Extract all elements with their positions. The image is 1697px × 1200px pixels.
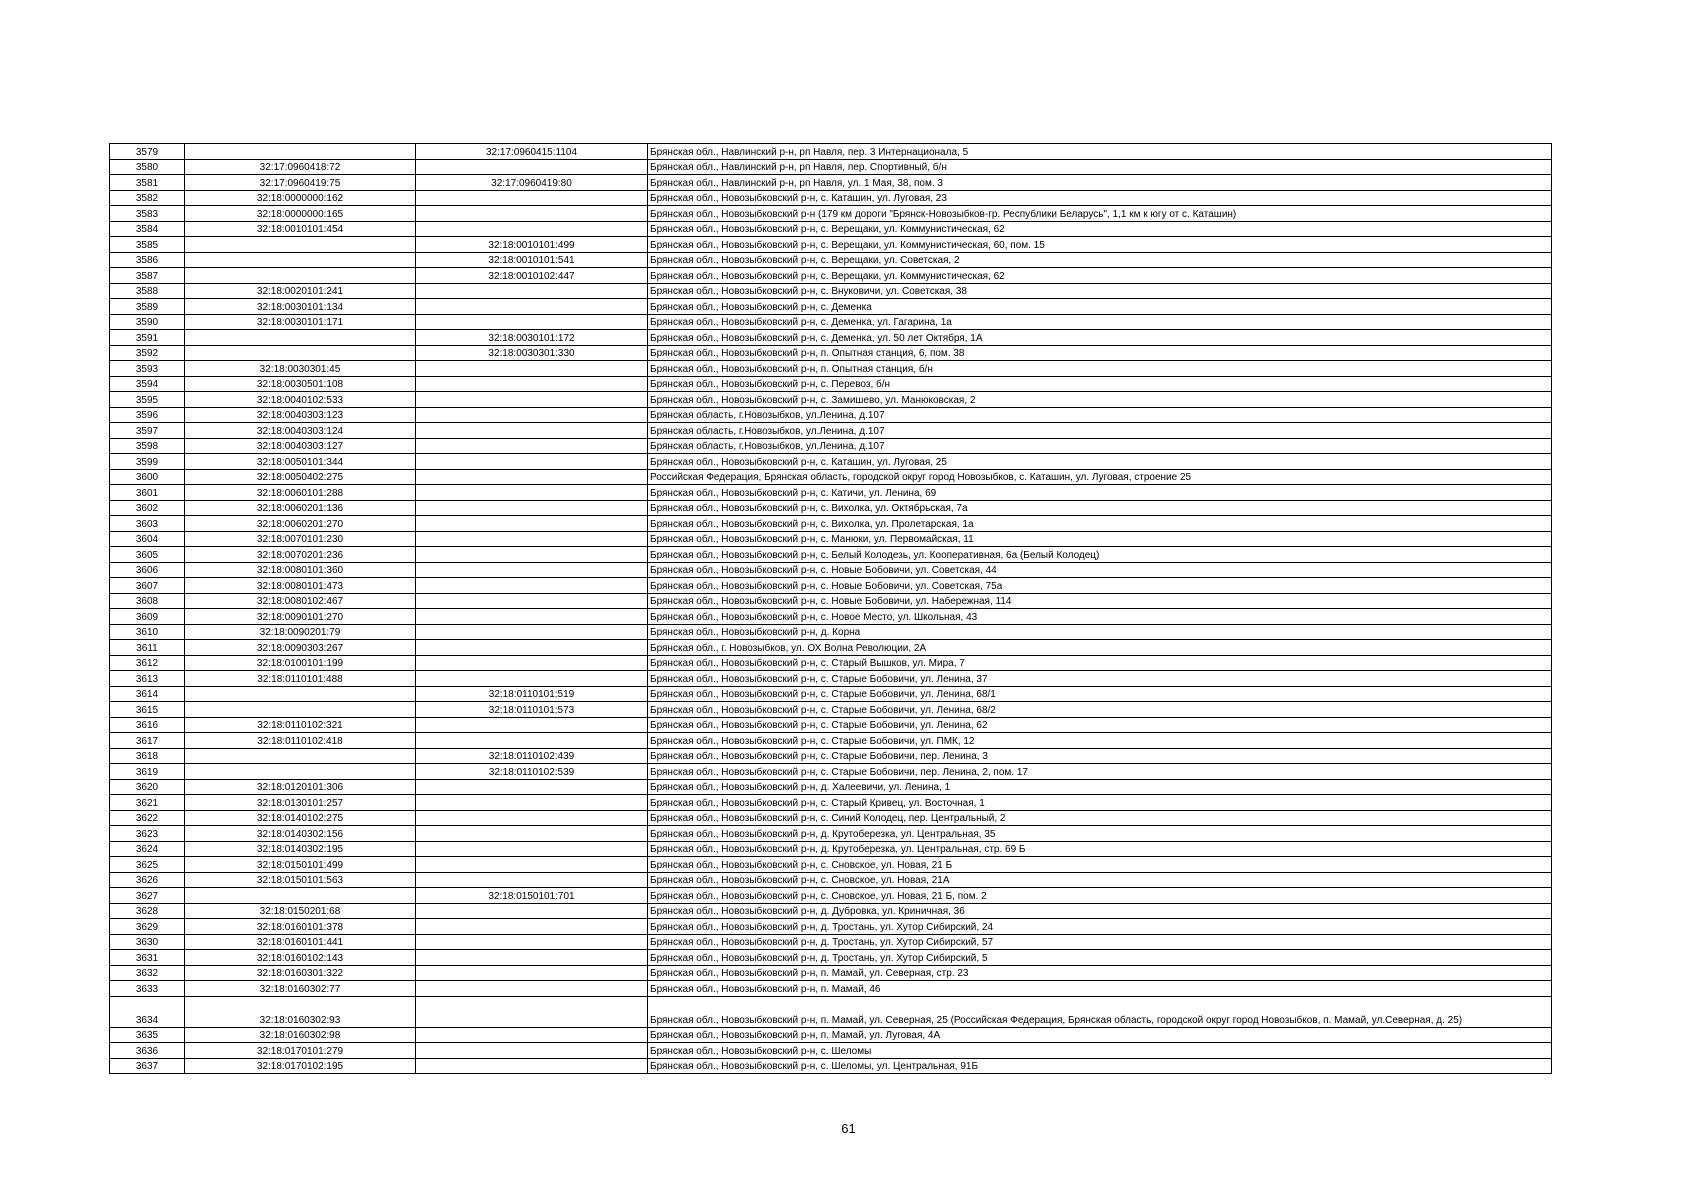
- row-number-cell: 3628: [110, 903, 185, 919]
- row-number-cell: 3584: [110, 221, 185, 237]
- row-number-cell: 3616: [110, 717, 185, 733]
- object-cadastral-number-cell: 32:18:0030101:172: [416, 330, 648, 346]
- table-row: [110, 330, 1552, 346]
- object-cadastral-number-cell: [416, 779, 648, 795]
- cadastral-number-cell: [185, 345, 416, 361]
- address-cell: Брянская обл., Новозыбковский р-н, с. Сновское, ул. Новая, 21А: [648, 872, 1552, 888]
- row-number-cell: 3614: [110, 686, 185, 702]
- table-row: [110, 826, 1552, 842]
- address-cell: Брянская обл., Новозыбковский р-н, с. Вихолка, ул. Пролетарская, 1а: [648, 516, 1552, 532]
- object-cadastral-number-cell: [416, 950, 648, 966]
- row-number-cell: 3609: [110, 609, 185, 625]
- table-row: [110, 361, 1552, 377]
- row-number-cell: 3583: [110, 206, 185, 222]
- object-cadastral-number-cell: [416, 872, 648, 888]
- row-number-cell: 3589: [110, 299, 185, 315]
- table-row: [110, 671, 1552, 687]
- cadastral-number-cell: 32:18:0160102:143: [185, 950, 416, 966]
- address-cell: Брянская обл., Новозыбковский р-н (179 км дороги "Брянск-Новозыбков-гр. Республики Беларусь", 1,1 км к югу от с. Каташин): [648, 206, 1552, 222]
- table-row: [110, 903, 1552, 919]
- object-cadastral-number-cell: [416, 655, 648, 671]
- address-cell: Брянская обл., Новозыбковский р-н, с. Шеломы, ул. Центральная, 91Б: [648, 1058, 1552, 1074]
- row-number-cell: 3610: [110, 624, 185, 640]
- table-row: [110, 159, 1552, 175]
- row-number-cell: 3627: [110, 888, 185, 904]
- object-cadastral-number-cell: [416, 516, 648, 532]
- object-cadastral-number-cell: [416, 593, 648, 609]
- table-row: [110, 345, 1552, 361]
- cadastral-number-cell: 32:18:0080101:473: [185, 578, 416, 594]
- row-number-cell: 3618: [110, 748, 185, 764]
- cadastral-number-cell: 32:17:0960418:72: [185, 159, 416, 175]
- address-cell: Брянская обл., Новозыбковский р-н, с. Сновское, ул. Новая, 21 Б: [648, 857, 1552, 873]
- object-cadastral-number-cell: [416, 469, 648, 485]
- table-row: [110, 190, 1552, 206]
- address-cell: Брянская обл., Новозыбковский р-н, с. Новые Бобовичи, ул. Советская, 44: [648, 562, 1552, 578]
- object-cadastral-number-cell: [416, 795, 648, 811]
- row-number-cell: 3591: [110, 330, 185, 346]
- table-row: [110, 981, 1552, 997]
- table-row: [110, 640, 1552, 656]
- row-number-cell: 3626: [110, 872, 185, 888]
- table-row: [110, 376, 1552, 392]
- address-cell: Брянская обл., Новозыбковский р-н, с. Старые Бобовичи, ул. Ленина, 68/1: [648, 686, 1552, 702]
- address-cell: Брянская обл., Новозыбковский р-н, с. Белый Колодезь, ул. Кооперативная, 6а (Белый Колодец): [648, 547, 1552, 563]
- object-cadastral-number-cell: [416, 562, 648, 578]
- cadastral-number-cell: 32:18:0030301:45: [185, 361, 416, 377]
- object-cadastral-number-cell: [416, 996, 648, 1027]
- cadastral-number-cell: 32:18:0040102:533: [185, 392, 416, 408]
- cadastral-number-cell: 32:18:0030101:171: [185, 314, 416, 330]
- object-cadastral-number-cell: [416, 609, 648, 625]
- address-cell: Брянская обл., Новозыбковский р-н, п. Опытная станция, б/н: [648, 361, 1552, 377]
- cadastral-number-cell: 32:18:0120101:306: [185, 779, 416, 795]
- cadastral-number-cell: 32:18:0170102:195: [185, 1058, 416, 1074]
- row-number-cell: 3604: [110, 531, 185, 547]
- address-cell: Брянская обл., Новозыбковский р-н, с. Сновское, ул. Новая, 21 Б, пом. 2: [648, 888, 1552, 904]
- table-row: [110, 175, 1552, 191]
- cadastral-number-cell: [185, 268, 416, 284]
- row-number-cell: 3622: [110, 810, 185, 826]
- address-cell: Брянская обл., Новозыбковский р-н, с. Старые Бобовичи, пер. Ленина, 2, пом. 17: [648, 764, 1552, 780]
- row-number-cell: 3581: [110, 175, 185, 191]
- cadastral-number-cell: 32:18:0090303:267: [185, 640, 416, 656]
- table-row: [110, 593, 1552, 609]
- address-cell: Брянская обл., Новозыбковский р-н, д. Тростань, ул. Хутор Сибирский, 5: [648, 950, 1552, 966]
- address-cell: Брянская обл., Новозыбковский р-н, с. Верещаки, ул. Советская, 2: [648, 252, 1552, 268]
- cadastral-number-cell: 32:18:0060101:288: [185, 485, 416, 501]
- object-cadastral-number-cell: [416, 1058, 648, 1074]
- cadastral-number-cell: 32:18:0070201:236: [185, 547, 416, 563]
- address-cell: Брянская обл., Новозыбковский р-н, с. Старый Вышков, ул. Мира, 7: [648, 655, 1552, 671]
- object-cadastral-number-cell: [416, 531, 648, 547]
- object-cadastral-number-cell: [416, 624, 648, 640]
- address-cell: Брянская область, г.Новозыбков, ул.Ленина, д.107: [648, 407, 1552, 423]
- cadastral-number-cell: 32:18:0160101:441: [185, 934, 416, 950]
- address-cell: Брянская обл., Новозыбковский р-н, с. Катичи, ул. Ленина, 69: [648, 485, 1552, 501]
- cadastral-number-cell: 32:18:0030101:134: [185, 299, 416, 315]
- table-row: [110, 733, 1552, 749]
- object-cadastral-number-cell: [416, 841, 648, 857]
- table-row: [110, 841, 1552, 857]
- cadastral-number-cell: 32:18:0160101:378: [185, 919, 416, 935]
- object-cadastral-number-cell: [416, 190, 648, 206]
- row-number-cell: 3630: [110, 934, 185, 950]
- address-cell: Брянская обл., Новозыбковский р-н, с. Синий Колодец, пер. Центральный, 2: [648, 810, 1552, 826]
- object-cadastral-number-cell: [416, 314, 648, 330]
- object-cadastral-number-cell: [416, 1043, 648, 1059]
- row-number-cell: 3587: [110, 268, 185, 284]
- object-cadastral-number-cell: 32:18:0010102:447: [416, 268, 648, 284]
- object-cadastral-number-cell: 32:18:0110102:439: [416, 748, 648, 764]
- row-number-cell: 3600: [110, 469, 185, 485]
- table-row: [110, 423, 1552, 439]
- table-row: [110, 857, 1552, 873]
- cadastral-number-cell: 32:18:0040303:123: [185, 407, 416, 423]
- cadastral-number-cell: 32:18:0160302:77: [185, 981, 416, 997]
- object-cadastral-number-cell: [416, 206, 648, 222]
- cadastral-number-cell: 32:18:0060201:136: [185, 500, 416, 516]
- address-cell: Брянская обл., Новозыбковский р-н, с. Внуковичи, ул. Советская, 38: [648, 283, 1552, 299]
- address-cell: Брянская обл., Новозыбковский р-н, п. Мамай, ул. Луговая, 4А: [648, 1027, 1552, 1043]
- table-row: [110, 1043, 1552, 1059]
- cadastral-number-cell: [185, 764, 416, 780]
- object-cadastral-number-cell: 32:18:0110102:539: [416, 764, 648, 780]
- table-row: [110, 206, 1552, 222]
- table-row: [110, 950, 1552, 966]
- object-cadastral-number-cell: [416, 981, 648, 997]
- row-number-cell: 3613: [110, 671, 185, 687]
- table-row: [110, 299, 1552, 315]
- row-number-cell: 3599: [110, 454, 185, 470]
- cadastral-number-cell: 32:18:0110101:488: [185, 671, 416, 687]
- address-cell: Брянская обл., Новозыбковский р-н, д. Халеевичи, ул. Ленина, 1: [648, 779, 1552, 795]
- object-cadastral-number-cell: [416, 717, 648, 733]
- row-number-cell: 3620: [110, 779, 185, 795]
- object-cadastral-number-cell: 32:18:0010101:499: [416, 237, 648, 253]
- table-row: [110, 407, 1552, 423]
- address-cell: Брянская обл., Новозыбковский р-н, с. Перевоз, б/н: [648, 376, 1552, 392]
- row-number-cell: 3588: [110, 283, 185, 299]
- address-cell: Брянская обл., Новозыбковский р-н, д. Крутоберезка, ул. Центральная, 35: [648, 826, 1552, 842]
- object-cadastral-number-cell: [416, 283, 648, 299]
- cadastral-number-cell: 32:18:0080101:360: [185, 562, 416, 578]
- cadastral-number-cell: 32:18:0150201:68: [185, 903, 416, 919]
- address-cell: Брянская обл., Новозыбковский р-н, с. Новые Бобовичи, ул. Советская, 75а: [648, 578, 1552, 594]
- object-cadastral-number-cell: [416, 299, 648, 315]
- address-cell: Брянская обл., Новозыбковский р-н, п. Опытная станция, 6, пом. 38: [648, 345, 1552, 361]
- object-cadastral-number-cell: [416, 919, 648, 935]
- row-number-cell: 3635: [110, 1027, 185, 1043]
- cadastral-number-cell: [185, 748, 416, 764]
- cadastral-number-cell: 32:18:0090201:79: [185, 624, 416, 640]
- address-cell: Брянская область, г.Новозыбков, ул.Ленина, д.107: [648, 423, 1552, 439]
- row-number-cell: 3631: [110, 950, 185, 966]
- row-number-cell: 3593: [110, 361, 185, 377]
- cadastral-number-cell: [185, 252, 416, 268]
- row-number-cell: 3601: [110, 485, 185, 501]
- object-cadastral-number-cell: 32:18:0010101:541: [416, 252, 648, 268]
- table-row: [110, 516, 1552, 532]
- table-row: [110, 237, 1552, 253]
- address-cell: Брянская обл., Новозыбковский р-н, с. Вихолка, ул. Октябрьская, 7а: [648, 500, 1552, 516]
- table-row: [110, 485, 1552, 501]
- row-number-cell: 3608: [110, 593, 185, 609]
- address-cell: Брянская обл., Новозыбковский р-н, с. Старые Бобовичи, ул. Ленина, 62: [648, 717, 1552, 733]
- object-cadastral-number-cell: [416, 733, 648, 749]
- address-cell: Брянская обл., Новозыбковский р-н, с. Старый Кривец, ул. Восточная, 1: [648, 795, 1552, 811]
- cadastral-number-cell: 32:18:0070101:230: [185, 531, 416, 547]
- row-number-cell: 3579: [110, 144, 185, 160]
- address-cell: Брянская обл., Новозыбковский р-н, с. Деменка, ул. 50 лет Октября, 1А: [648, 330, 1552, 346]
- table-row: [110, 438, 1552, 454]
- table-row: [110, 686, 1552, 702]
- table-row: [110, 996, 1552, 1027]
- object-cadastral-number-cell: [416, 438, 648, 454]
- address-cell: Российская Федерация, Брянская область, городской округ город Новозыбков, с. Каташин, ул. Луговая, строение 25: [648, 469, 1552, 485]
- address-cell: Брянская обл., Новозыбковский р-н, с. Каташин, ул. Луговая, 23: [648, 190, 1552, 206]
- table-row: [110, 702, 1552, 718]
- address-cell: Брянская обл., Новозыбковский р-н, д. Крутоберезка, ул. Центральная, стр. 69 Б: [648, 841, 1552, 857]
- table-row: [110, 965, 1552, 981]
- cadastral-number-cell: 32:18:0030501:108: [185, 376, 416, 392]
- address-cell: Брянская область, г.Новозыбков, ул.Ленина, д.107: [648, 438, 1552, 454]
- cadastral-number-cell: 32:18:0140302:195: [185, 841, 416, 857]
- table-row: [110, 748, 1552, 764]
- address-cell: Брянская обл., Новозыбковский р-н, с. Старые Бобовичи, ул. Ленина, 37: [648, 671, 1552, 687]
- cadastral-number-cell: 32:18:0040303:127: [185, 438, 416, 454]
- table-row: [110, 547, 1552, 563]
- cadastral-number-cell: 32:18:0150101:563: [185, 872, 416, 888]
- table-row: [110, 454, 1552, 470]
- row-number-cell: 3595: [110, 392, 185, 408]
- row-number-cell: 3585: [110, 237, 185, 253]
- address-cell: Брянская обл., Новозыбковский р-н, п. Мамай, ул. Северная, стр. 23: [648, 965, 1552, 981]
- cadastral-number-cell: 32:18:0110102:321: [185, 717, 416, 733]
- property-table: [109, 143, 1552, 1074]
- address-cell: Брянская обл., Новозыбковский р-н, с. Верещаки, ул. Коммунистическая, 62: [648, 221, 1552, 237]
- address-cell: Брянская обл., Новозыбковский р-н, с. Каташин, ул. Луговая, 25: [648, 454, 1552, 470]
- object-cadastral-number-cell: [416, 826, 648, 842]
- object-cadastral-number-cell: 32:18:0030301:330: [416, 345, 648, 361]
- row-number-cell: 3625: [110, 857, 185, 873]
- table-row: [110, 283, 1552, 299]
- row-number-cell: 3606: [110, 562, 185, 578]
- cadastral-number-cell: 32:17:0960419:75: [185, 175, 416, 191]
- address-cell: Брянская обл., Новозыбковский р-н, д. Корна: [648, 624, 1552, 640]
- table-row: [110, 1027, 1552, 1043]
- address-cell: Брянская обл., Новозыбковский р-н, с. Замишево, ул. Манюковская, 2: [648, 392, 1552, 408]
- table-row: [110, 764, 1552, 780]
- row-number-cell: 3637: [110, 1058, 185, 1074]
- address-cell: Брянская обл., Новозыбковский р-н, с. Верещаки, ул. Коммунистическая, 62: [648, 268, 1552, 284]
- object-cadastral-number-cell: [416, 376, 648, 392]
- row-number-cell: 3598: [110, 438, 185, 454]
- cadastral-number-cell: 32:18:0150101:499: [185, 857, 416, 873]
- address-cell: Брянская обл., Новозыбковский р-н, д. Тростань, ул. Хутор Сибирский, 24: [648, 919, 1552, 935]
- address-cell: Брянская обл., Навлинский р-н, рп Навля, пер. 3 Интернационала, 5: [648, 144, 1552, 160]
- table-row: [110, 144, 1552, 160]
- table-row: [110, 872, 1552, 888]
- table-row: [110, 624, 1552, 640]
- table-row: [110, 810, 1552, 826]
- cadastral-number-cell: 32:18:0080102:467: [185, 593, 416, 609]
- address-cell: Брянская обл., Новозыбковский р-н, с. Верещаки, ул. Коммунистическая, 60, пом. 15: [648, 237, 1552, 253]
- table-row: [110, 919, 1552, 935]
- row-number-cell: 3596: [110, 407, 185, 423]
- object-cadastral-number-cell: [416, 500, 648, 516]
- cadastral-number-cell: 32:18:0100101:199: [185, 655, 416, 671]
- cadastral-number-cell: 32:18:0130101:257: [185, 795, 416, 811]
- address-cell: Брянская обл., Новозыбковский р-н, с. Деменка: [648, 299, 1552, 315]
- row-number-cell: 3580: [110, 159, 185, 175]
- cadastral-number-cell: 32:18:0110102:418: [185, 733, 416, 749]
- object-cadastral-number-cell: [416, 454, 648, 470]
- object-cadastral-number-cell: [416, 1027, 648, 1043]
- address-cell: Брянская обл., Новозыбковский р-н, д. Тростань, ул. Хутор Сибирский, 57: [648, 934, 1552, 950]
- address-cell: Брянская обл., Новозыбковский р-н, с. Новые Бобовичи, ул. Набережная, 114: [648, 593, 1552, 609]
- object-cadastral-number-cell: [416, 934, 648, 950]
- cadastral-number-cell: 32:18:0160302:93: [185, 996, 416, 1027]
- cadastral-number-cell: 32:18:0090101:270: [185, 609, 416, 625]
- table-row: [110, 392, 1552, 408]
- table-row: [110, 500, 1552, 516]
- object-cadastral-number-cell: 32:17:0960419:80: [416, 175, 648, 191]
- address-cell: Брянская обл., Новозыбковский р-н, с. Новое Место, ул. Школьная, 43: [648, 609, 1552, 625]
- row-number-cell: 3612: [110, 655, 185, 671]
- table-row: [110, 934, 1552, 950]
- object-cadastral-number-cell: [416, 361, 648, 377]
- address-cell: Брянская обл., Навлинский р-н, рп Навля, пер. Спортивный, б/н: [648, 159, 1552, 175]
- object-cadastral-number-cell: [416, 965, 648, 981]
- row-number-cell: 3597: [110, 423, 185, 439]
- cadastral-number-cell: 32:18:0060201:270: [185, 516, 416, 532]
- cadastral-number-cell: [185, 237, 416, 253]
- table-row: [110, 531, 1552, 547]
- cadastral-number-cell: 32:18:0170101:279: [185, 1043, 416, 1059]
- object-cadastral-number-cell: [416, 903, 648, 919]
- object-cadastral-number-cell: [416, 407, 648, 423]
- object-cadastral-number-cell: [416, 857, 648, 873]
- table-row: [110, 779, 1552, 795]
- row-number-cell: 3602: [110, 500, 185, 516]
- cadastral-number-cell: [185, 888, 416, 904]
- address-cell: Брянская обл., г. Новозыбков, ул. ОХ Волна Революции, 2А: [648, 640, 1552, 656]
- cadastral-number-cell: 32:18:0160302:98: [185, 1027, 416, 1043]
- address-cell: Брянская обл., Новозыбковский р-н, с. Шеломы: [648, 1043, 1552, 1059]
- cadastral-number-cell: 32:18:0010101:454: [185, 221, 416, 237]
- table-row: [110, 795, 1552, 811]
- cadastral-number-cell: [185, 330, 416, 346]
- table-row: [110, 268, 1552, 284]
- cadastral-number-cell: 32:18:0140302:156: [185, 826, 416, 842]
- cadastral-number-cell: 32:18:0020101:241: [185, 283, 416, 299]
- row-number-cell: 3611: [110, 640, 185, 656]
- object-cadastral-number-cell: [416, 423, 648, 439]
- object-cadastral-number-cell: [416, 547, 648, 563]
- table-row: [110, 717, 1552, 733]
- table-body: [110, 144, 1552, 1074]
- object-cadastral-number-cell: [416, 640, 648, 656]
- table-row: [110, 888, 1552, 904]
- row-number-cell: 3624: [110, 841, 185, 857]
- row-number-cell: 3582: [110, 190, 185, 206]
- cadastral-number-cell: [185, 702, 416, 718]
- page-number: 61: [841, 1121, 856, 1136]
- cadastral-number-cell: 32:18:0040303:124: [185, 423, 416, 439]
- object-cadastral-number-cell: 32:18:0110101:519: [416, 686, 648, 702]
- address-cell: Брянская обл., Новозыбковский р-н, с. Манюки, ул. Первомайская, 11: [648, 531, 1552, 547]
- cadastral-number-cell: 32:18:0050101:344: [185, 454, 416, 470]
- address-cell: Брянская обл., Новозыбковский р-н, с. Старые Бобовичи, ул. Ленина, 68/2: [648, 702, 1552, 718]
- address-cell: Брянская обл., Новозыбковский р-н, п. Мамай, ул. Северная, 25 (Российская Федерация, Брянская область, городской округ город Новозыбков, п. Мамай, ул.Северная, д. 25): [648, 996, 1552, 1027]
- object-cadastral-number-cell: [416, 485, 648, 501]
- cadastral-number-cell: 32:18:0050402:275: [185, 469, 416, 485]
- cadastral-number-cell: 32:18:0000000:165: [185, 206, 416, 222]
- row-number-cell: 3634: [110, 996, 185, 1027]
- table-row: [110, 562, 1552, 578]
- object-cadastral-number-cell: [416, 671, 648, 687]
- row-number-cell: 3615: [110, 702, 185, 718]
- address-cell: Брянская обл., Новозыбковский р-н, п. Мамай, 46: [648, 981, 1552, 997]
- address-cell: Брянская обл., Новозыбковский р-н, с. Деменка, ул. Гагарина, 1а: [648, 314, 1552, 330]
- row-number-cell: 3590: [110, 314, 185, 330]
- object-cadastral-number-cell: 32:18:0150101:701: [416, 888, 648, 904]
- address-cell: Брянская обл., Навлинский р-н, рп Навля, ул. 1 Мая, 38, пом. 3: [648, 175, 1552, 191]
- object-cadastral-number-cell: 32:17:0960415:1104: [416, 144, 648, 160]
- row-number-cell: 3621: [110, 795, 185, 811]
- row-number-cell: 3594: [110, 376, 185, 392]
- cadastral-number-cell: [185, 144, 416, 160]
- table-row: [110, 578, 1552, 594]
- object-cadastral-number-cell: [416, 392, 648, 408]
- table-row: [110, 314, 1552, 330]
- address-cell: Брянская обл., Новозыбковский р-н, д. Дубровка, ул. Криничная, 36: [648, 903, 1552, 919]
- row-number-cell: 3605: [110, 547, 185, 563]
- row-number-cell: 3633: [110, 981, 185, 997]
- object-cadastral-number-cell: [416, 578, 648, 594]
- cadastral-number-cell: 32:18:0000000:162: [185, 190, 416, 206]
- row-number-cell: 3636: [110, 1043, 185, 1059]
- cadastral-number-cell: 32:18:0140102:275: [185, 810, 416, 826]
- address-cell: Брянская обл., Новозыбковский р-н, с. Старые Бобовичи, пер. Ленина, 3: [648, 748, 1552, 764]
- object-cadastral-number-cell: 32:18:0110101:573: [416, 702, 648, 718]
- object-cadastral-number-cell: [416, 221, 648, 237]
- cadastral-number-cell: 32:18:0160301:322: [185, 965, 416, 981]
- row-number-cell: 3632: [110, 965, 185, 981]
- row-number-cell: 3603: [110, 516, 185, 532]
- row-number-cell: 3617: [110, 733, 185, 749]
- row-number-cell: 3586: [110, 252, 185, 268]
- row-number-cell: 3623: [110, 826, 185, 842]
- row-number-cell: 3607: [110, 578, 185, 594]
- table-row: [110, 609, 1552, 625]
- row-number-cell: 3629: [110, 919, 185, 935]
- row-number-cell: 3619: [110, 764, 185, 780]
- table-row: [110, 1058, 1552, 1074]
- table-row: [110, 221, 1552, 237]
- address-cell: Брянская обл., Новозыбковский р-н, с. Старые Бобовичи, ул. ПМК, 12: [648, 733, 1552, 749]
- table-row: [110, 469, 1552, 485]
- table-row: [110, 655, 1552, 671]
- object-cadastral-number-cell: [416, 159, 648, 175]
- object-cadastral-number-cell: [416, 810, 648, 826]
- cadastral-number-cell: [185, 686, 416, 702]
- table-row: [110, 252, 1552, 268]
- row-number-cell: 3592: [110, 345, 185, 361]
